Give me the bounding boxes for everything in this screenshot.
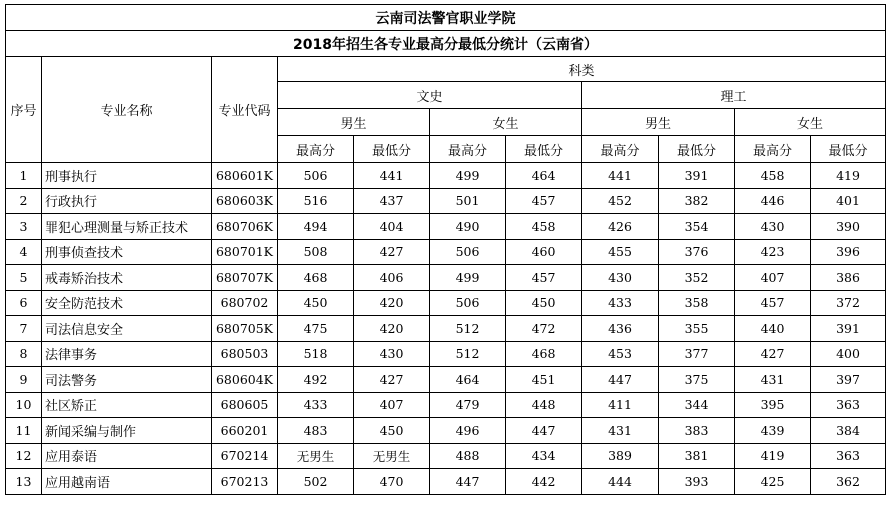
score-wenke-male-max: 518 (278, 341, 354, 367)
score-wenke-male-min: 437 (354, 188, 430, 214)
header-major-code: 专业代码 (212, 57, 278, 163)
score-like-male-min: 376 (659, 239, 735, 265)
row-seq: 12 (6, 443, 42, 469)
score-like-female-max: 425 (735, 469, 811, 495)
score-wenke-female-min: 468 (506, 341, 582, 367)
row-major-code: 680702 (212, 290, 278, 316)
row-major-name: 法律事务 (42, 341, 212, 367)
header-min: 最低分 (659, 136, 735, 163)
score-like-female-min: 397 (811, 367, 886, 393)
score-wenke-female-min: 434 (506, 443, 582, 469)
score-wenke-female-min: 457 (506, 188, 582, 214)
score-like-male-max: 441 (582, 163, 659, 189)
table-row (6, 163, 886, 189)
score-like-female-min: 396 (811, 239, 886, 265)
score-wenke-male-min: 427 (354, 239, 430, 265)
score-wenke-male-min: 406 (354, 265, 430, 291)
row-major-code: 680603K (212, 188, 278, 214)
table-row (6, 418, 886, 444)
score-like-male-min: 354 (659, 214, 735, 240)
score-like-male-max: 431 (582, 418, 659, 444)
score-wenke-male-min: 420 (354, 290, 430, 316)
score-wenke-male-min: 420 (354, 316, 430, 342)
score-like-female-max: 458 (735, 163, 811, 189)
score-like-male-min: 383 (659, 418, 735, 444)
row-seq: 2 (6, 188, 42, 214)
score-like-female-max: 457 (735, 290, 811, 316)
row-major-code: 680605 (212, 392, 278, 418)
score-wenke-female-min: 442 (506, 469, 582, 495)
row-major-code: 680706K (212, 214, 278, 240)
row-major-name: 刑事执行 (42, 163, 212, 189)
score-wenke-female-min: 457 (506, 265, 582, 291)
row-seq: 7 (6, 316, 42, 342)
table-row (6, 469, 886, 495)
score-like-female-min: 384 (811, 418, 886, 444)
score-wenke-male-max: 433 (278, 392, 354, 418)
row-seq: 9 (6, 367, 42, 393)
row-major-code: 670213 (212, 469, 278, 495)
row-major-code: 660201 (212, 418, 278, 444)
score-like-male-min: 393 (659, 469, 735, 495)
row-major-name: 戒毒矫治技术 (42, 265, 212, 291)
row-major-code: 680604K (212, 367, 278, 393)
header-max: 最高分 (278, 136, 354, 163)
score-wenke-female-max: 479 (430, 392, 506, 418)
header-max: 最高分 (735, 136, 811, 163)
score-wenke-male-min: 441 (354, 163, 430, 189)
score-wenke-female-min: 460 (506, 239, 582, 265)
score-wenke-male-min: 470 (354, 469, 430, 495)
page-title: 云南司法警官职业学院 (6, 5, 886, 31)
table-subtitle: 2018年招生各专业最高分最低分统计（云南省） (6, 31, 886, 57)
header-min: 最低分 (506, 136, 582, 163)
score-like-male-min: 377 (659, 341, 735, 367)
row-major-name: 行政执行 (42, 188, 212, 214)
row-major-code: 680503 (212, 341, 278, 367)
score-wenke-male-min: 450 (354, 418, 430, 444)
score-like-male-min: 375 (659, 367, 735, 393)
score-like-female-min: 400 (811, 341, 886, 367)
score-wenke-female-max: 499 (430, 163, 506, 189)
score-wenke-female-min: 448 (506, 392, 582, 418)
table-row (6, 265, 886, 291)
score-wenke-male-max: 450 (278, 290, 354, 316)
score-wenke-male-min: 407 (354, 392, 430, 418)
score-like-male-min: 382 (659, 188, 735, 214)
score-wenke-male-max: 475 (278, 316, 354, 342)
row-seq: 13 (6, 469, 42, 495)
score-like-male-max: 389 (582, 443, 659, 469)
score-wenke-female-max: 488 (430, 443, 506, 469)
score-like-female-min: 372 (811, 290, 886, 316)
score-table (5, 4, 886, 495)
score-like-female-max: 423 (735, 239, 811, 265)
score-wenke-male-min: 404 (354, 214, 430, 240)
score-like-female-max: 427 (735, 341, 811, 367)
score-like-male-min: 352 (659, 265, 735, 291)
row-major-code: 680701K (212, 239, 278, 265)
score-wenke-female-max: 506 (430, 239, 506, 265)
score-like-female-min: 362 (811, 469, 886, 495)
table-row (6, 392, 886, 418)
table-row (6, 290, 886, 316)
score-like-female-max: 440 (735, 316, 811, 342)
row-major-name: 司法警务 (42, 367, 212, 393)
score-like-female-max: 407 (735, 265, 811, 291)
row-seq: 5 (6, 265, 42, 291)
header-max: 最高分 (430, 136, 506, 163)
score-like-male-max: 453 (582, 341, 659, 367)
header-category: 科类 (278, 57, 886, 82)
score-like-female-max: 430 (735, 214, 811, 240)
score-wenke-female-max: 490 (430, 214, 506, 240)
header-major-name: 专业名称 (42, 57, 212, 163)
table-row (6, 367, 886, 393)
score-like-male-min: 358 (659, 290, 735, 316)
header-like-male: 男生 (582, 109, 735, 136)
header-wenke-male: 男生 (278, 109, 430, 136)
score-wenke-female-max: 512 (430, 316, 506, 342)
score-like-female-min: 419 (811, 163, 886, 189)
row-major-name: 司法信息安全 (42, 316, 212, 342)
score-like-female-min: 390 (811, 214, 886, 240)
score-wenke-female-max: 447 (430, 469, 506, 495)
score-wenke-female-min: 450 (506, 290, 582, 316)
score-like-female-max: 431 (735, 367, 811, 393)
score-wenke-male-max: 无男生 (278, 443, 354, 469)
row-major-name: 刑事侦查技术 (42, 239, 212, 265)
header-wenke-female: 女生 (430, 109, 582, 136)
score-wenke-male-max: 502 (278, 469, 354, 495)
score-like-female-max: 439 (735, 418, 811, 444)
score-wenke-female-min: 451 (506, 367, 582, 393)
score-like-female-min: 363 (811, 392, 886, 418)
score-like-male-max: 433 (582, 290, 659, 316)
row-major-name: 社区矫正 (42, 392, 212, 418)
score-like-male-max: 447 (582, 367, 659, 393)
row-seq: 1 (6, 163, 42, 189)
score-like-female-min: 363 (811, 443, 886, 469)
score-like-male-max: 444 (582, 469, 659, 495)
score-like-male-max: 430 (582, 265, 659, 291)
row-seq: 11 (6, 418, 42, 444)
header-wenke: 文史 (278, 82, 582, 109)
score-like-female-min: 391 (811, 316, 886, 342)
score-wenke-female-max: 501 (430, 188, 506, 214)
row-seq: 8 (6, 341, 42, 367)
score-like-female-max: 395 (735, 392, 811, 418)
score-like-male-max: 452 (582, 188, 659, 214)
score-wenke-male-max: 508 (278, 239, 354, 265)
score-wenke-female-max: 499 (430, 265, 506, 291)
score-wenke-male-min: 无男生 (354, 443, 430, 469)
score-like-female-max: 419 (735, 443, 811, 469)
score-wenke-male-max: 506 (278, 163, 354, 189)
score-like-male-max: 426 (582, 214, 659, 240)
table-row (6, 214, 886, 240)
row-major-code: 680707K (212, 265, 278, 291)
score-like-male-max: 411 (582, 392, 659, 418)
score-like-female-max: 446 (735, 188, 811, 214)
header-like-female: 女生 (735, 109, 886, 136)
table-row (6, 443, 886, 469)
score-like-male-min: 344 (659, 392, 735, 418)
row-major-code: 670214 (212, 443, 278, 469)
row-major-code: 680705K (212, 316, 278, 342)
row-seq: 10 (6, 392, 42, 418)
score-wenke-male-max: 468 (278, 265, 354, 291)
header-seq: 序号 (6, 57, 42, 163)
table-row (6, 239, 886, 265)
score-wenke-male-max: 492 (278, 367, 354, 393)
score-wenke-female-min: 464 (506, 163, 582, 189)
score-like-female-min: 401 (811, 188, 886, 214)
score-wenke-female-min: 447 (506, 418, 582, 444)
score-wenke-male-max: 494 (278, 214, 354, 240)
score-wenke-female-min: 458 (506, 214, 582, 240)
row-major-name: 应用越南语 (42, 469, 212, 495)
score-wenke-female-max: 512 (430, 341, 506, 367)
table-row (6, 316, 886, 342)
header-min: 最低分 (354, 136, 430, 163)
header-max: 最高分 (582, 136, 659, 163)
row-major-name: 应用泰语 (42, 443, 212, 469)
score-like-male-max: 455 (582, 239, 659, 265)
header-like: 理工 (582, 82, 886, 109)
row-seq: 6 (6, 290, 42, 316)
score-like-male-min: 381 (659, 443, 735, 469)
row-major-name: 罪犯心理测量与矫正技术 (42, 214, 212, 240)
row-major-name: 新闻采编与制作 (42, 418, 212, 444)
score-like-female-min: 386 (811, 265, 886, 291)
row-seq: 3 (6, 214, 42, 240)
header-min: 最低分 (811, 136, 886, 163)
score-wenke-female-max: 506 (430, 290, 506, 316)
row-major-code: 680601K (212, 163, 278, 189)
row-major-name: 安全防范技术 (42, 290, 212, 316)
table-row (6, 188, 886, 214)
score-wenke-female-max: 496 (430, 418, 506, 444)
score-like-male-min: 355 (659, 316, 735, 342)
score-like-male-min: 391 (659, 163, 735, 189)
score-wenke-male-max: 516 (278, 188, 354, 214)
score-wenke-male-min: 427 (354, 367, 430, 393)
score-wenke-male-max: 483 (278, 418, 354, 444)
score-wenke-male-min: 430 (354, 341, 430, 367)
score-like-male-max: 436 (582, 316, 659, 342)
table-row (6, 341, 886, 367)
row-seq: 4 (6, 239, 42, 265)
score-wenke-female-max: 464 (430, 367, 506, 393)
score-wenke-female-min: 472 (506, 316, 582, 342)
